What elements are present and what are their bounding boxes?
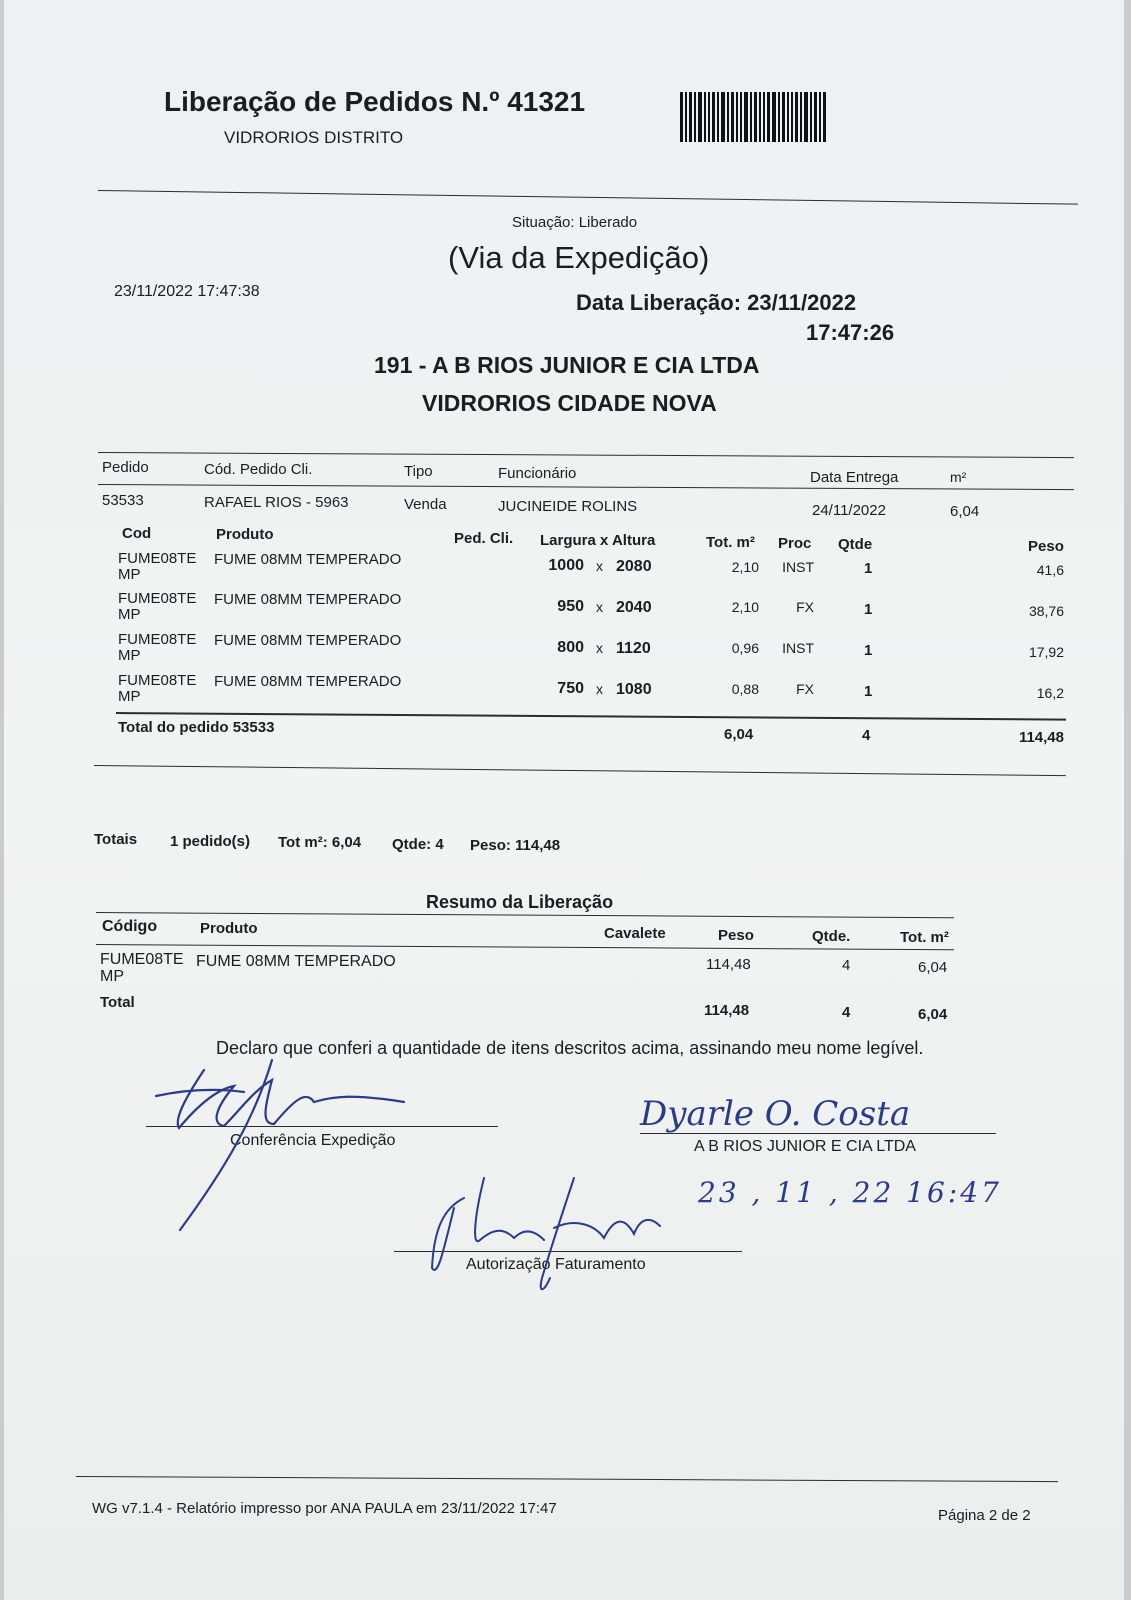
item-cod: FUME08TE <box>118 550 197 567</box>
item-produto: FUME 08MM TEMPERADO <box>214 551 402 568</box>
summary-qtde: 4 <box>842 957 851 974</box>
item-qtde: 1 <box>864 601 873 618</box>
summary-total-peso: 114,48 <box>704 1002 750 1019</box>
conferencia-label: Conferência Expedição <box>230 1132 396 1149</box>
item-tot-m2: 2,10 <box>731 559 759 575</box>
item-proc: INST <box>782 559 814 575</box>
release-date: Data Liberação: 23/11/2022 <box>576 290 857 315</box>
divider <box>98 190 1078 205</box>
item-tot-m2: 0,88 <box>731 681 759 697</box>
client-signature-label: A B RIOS JUNIOR E CIA LTDA <box>694 1138 916 1155</box>
col-tot-m2: Tot. m² <box>900 929 949 946</box>
client-handwritten-name: Dyarle O. Costa <box>640 1094 911 1134</box>
item-largura: 1000 <box>548 557 584 574</box>
item-produto: FUME 08MM TEMPERADO <box>214 632 402 649</box>
totals-orders: 1 pedido(s) <box>170 833 251 850</box>
order-total-m2: 6,04 <box>724 726 754 743</box>
item-tot-m2: 0,96 <box>731 640 759 656</box>
order-type: Venda <box>404 496 447 513</box>
col-codigo: Código <box>102 918 158 935</box>
col-cod-pedido-cli: Cód. Pedido Cli. <box>204 461 313 478</box>
col-peso: Peso <box>1028 538 1064 555</box>
item-proc: INST <box>782 640 814 656</box>
footer-printed-by: WG v7.1.4 - Relatório impresso por ANA PAULA em 23/11/2022 17:47 <box>92 1500 557 1517</box>
col-qtde: Qtde. <box>812 928 851 945</box>
summary-total-qtde: 4 <box>842 1004 851 1021</box>
item-x: x <box>596 640 603 656</box>
totals-label: Totais <box>94 831 138 848</box>
item-cod: FUME08TE <box>118 590 197 607</box>
divider <box>94 765 1066 776</box>
item-largura: 750 <box>557 680 584 697</box>
col-produto: Produto <box>200 920 258 937</box>
item-x: x <box>596 558 603 574</box>
col-cavalete: Cavalete <box>604 925 666 942</box>
item-cod: FUME08TE <box>118 672 197 689</box>
item-tot-m2: 2,10 <box>731 599 759 615</box>
item-x: x <box>596 681 603 697</box>
barcode <box>680 92 856 142</box>
order-total-qtde: 4 <box>862 727 871 744</box>
status-text: Situação: Liberado <box>512 214 638 231</box>
autorizacao-label: Autorização Faturamento <box>466 1256 646 1273</box>
item-produto: FUME 08MM TEMPERADO <box>214 591 402 608</box>
col-m2: m² <box>950 469 967 485</box>
item-largura: 800 <box>557 639 584 656</box>
via-title: (Via da Expedição) <box>448 240 710 275</box>
summary-peso: 114,48 <box>706 956 751 973</box>
col-proc: Proc <box>778 535 812 552</box>
order-m2: 6,04 <box>950 503 980 520</box>
signature-client <box>634 1085 974 1140</box>
item-qtde: 1 <box>864 683 873 700</box>
item-altura: 1080 <box>616 681 652 698</box>
summary-total-m2: 6,04 <box>918 1006 948 1023</box>
summary-total-label: Total <box>100 994 135 1011</box>
declaration-text: Declaro que conferi a quantidade de itens descritos acima, assinando meu nome legível. <box>216 1038 924 1058</box>
col-largura-altura: Largura x Altura <box>540 532 656 549</box>
client-store: VIDRORIOS CIDADE NOVA <box>422 390 717 416</box>
document-title: Liberação de Pedidos N.º 41321 <box>164 86 586 117</box>
item-cod-suffix: MP <box>118 606 141 623</box>
col-pedido: Pedido <box>102 459 149 476</box>
item-qtde: 1 <box>864 560 873 577</box>
col-qtde: Qtde <box>838 536 873 553</box>
col-peso: Peso <box>718 927 754 944</box>
item-produto: FUME 08MM TEMPERADO <box>214 673 402 690</box>
summary-title: Resumo da Liberação <box>426 892 614 912</box>
item-altura: 1120 <box>616 640 651 657</box>
employee-name: JUCINEIDE ROLINS <box>498 498 638 515</box>
printed-timestamp: 23/11/2022 17:47:38 <box>114 283 260 300</box>
summary-tot-m2: 6,04 <box>918 959 948 976</box>
item-qtde: 1 <box>864 642 873 659</box>
divider <box>98 484 1074 490</box>
item-altura: 2040 <box>616 599 652 616</box>
item-peso: 17,92 <box>1028 644 1064 660</box>
item-proc: FX <box>796 599 814 615</box>
item-altura: 2080 <box>616 558 652 575</box>
item-cod-suffix: MP <box>118 688 141 705</box>
page-number: Página 2 de 2 <box>938 1507 1031 1524</box>
order-total-peso: 114,48 <box>1018 729 1064 746</box>
totals-qtde: Qtde: 4 <box>392 836 444 853</box>
client-order-code: RAFAEL RIOS - 5963 <box>204 494 349 511</box>
totals-m2: Tot m²: 6,04 <box>278 834 362 851</box>
delivery-date: 24/11/2022 <box>812 502 886 519</box>
order-number: 53533 <box>102 492 144 509</box>
item-peso: 16,2 <box>1036 685 1064 701</box>
col-cod: Cod <box>122 525 152 542</box>
col-tot-m2: Tot. m² <box>706 534 755 551</box>
item-cod-suffix: MP <box>118 647 141 664</box>
divider <box>76 1476 1058 1482</box>
release-time: 17:47:26 <box>806 320 895 345</box>
signature-autorizacao <box>424 1168 664 1298</box>
summary-codigo: FUME08TE <box>100 951 184 968</box>
col-tipo: Tipo <box>404 463 433 480</box>
item-cod-suffix: MP <box>118 566 141 583</box>
item-proc: FX <box>796 681 814 697</box>
company-name: VIDRORIOS DISTRITO <box>224 128 404 147</box>
item-cod: FUME08TE <box>118 631 197 648</box>
col-funcionario: Funcionário <box>498 465 577 482</box>
handwritten-date: 23 , 11 , 22 16:47 <box>698 1176 1002 1209</box>
order-total-label: Total do pedido 53533 <box>118 719 275 736</box>
item-largura: 950 <box>557 598 584 615</box>
totals-peso: Peso: 114,48 <box>470 837 561 854</box>
summary-produto: FUME 08MM TEMPERADO <box>196 953 396 970</box>
summary-codigo-suffix: MP <box>100 968 124 985</box>
document-page <box>4 0 1124 1600</box>
col-data-entrega: Data Entrega <box>810 469 899 486</box>
col-ped-cli: Ped. Cli. <box>454 530 514 547</box>
divider <box>98 452 1074 458</box>
item-peso: 38,76 <box>1028 603 1064 619</box>
item-peso: 41,6 <box>1036 562 1064 578</box>
col-produto: Produto <box>216 526 274 543</box>
client-name: 191 - A B RIOS JUNIOR E CIA LTDA <box>374 352 760 378</box>
item-x: x <box>596 599 603 615</box>
